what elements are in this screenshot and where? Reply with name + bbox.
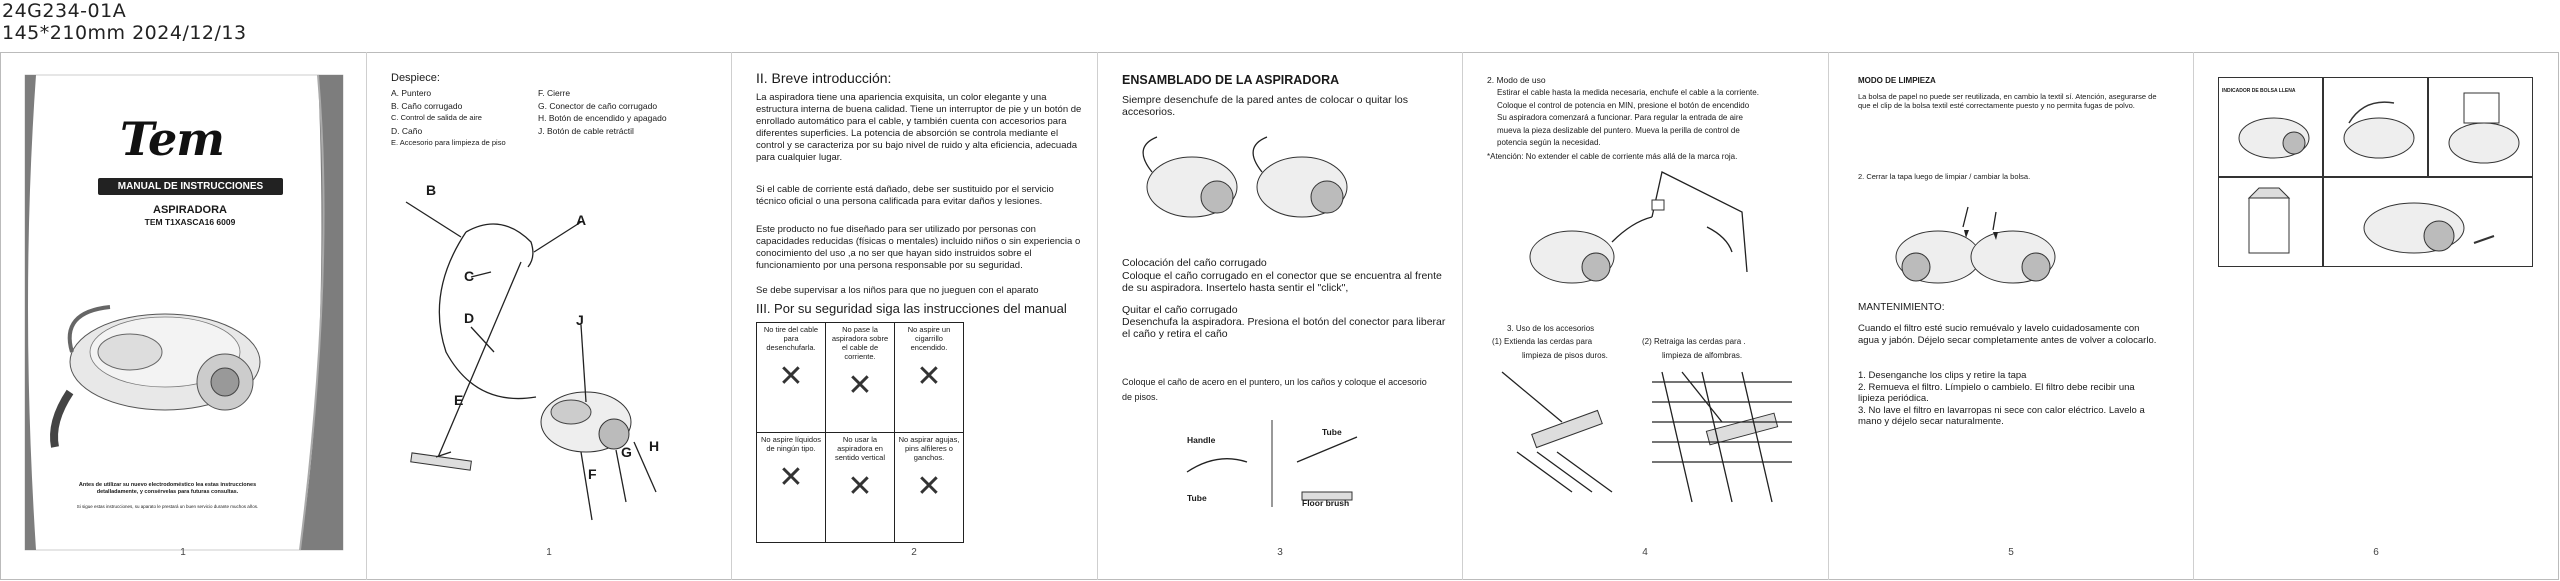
accessories-title: 3. Uso de los accesorios xyxy=(1507,324,1595,333)
print-size-date: 145*210mm 2024/12/13 xyxy=(2,22,247,44)
warning-cell: No usar la aspiradora en sentido vertical ✕ xyxy=(826,433,895,543)
accessory-2: (2) Retraiga las cerdas para . xyxy=(1642,337,1746,346)
exploded-diagram xyxy=(366,52,732,580)
label-g: G xyxy=(621,444,632,460)
usage-note: *Atención: No extender el cable de corriente más allá de la marca roja. xyxy=(1487,152,1738,161)
assembly-title: ENSAMBLADO DE LA ASPIRADORA xyxy=(1122,73,1340,87)
page-number: 2 xyxy=(911,547,917,558)
page-number: 4 xyxy=(1642,547,1648,558)
page-number: 3 xyxy=(1277,547,1283,558)
assembly-page xyxy=(1097,52,1463,580)
attach-hose-text: Coloque el caño corrugado en el conector que se encuentra al frente de su aspiradora. Insertelo hasta sentir el "click", xyxy=(1122,270,1442,294)
part-item: B. Caño corrugado xyxy=(391,100,463,111)
brush-illustrations xyxy=(1462,52,1828,580)
label-a: A xyxy=(576,212,587,228)
cover-notice: Antes de utilizar su nuevo electrodoméstico lea estas instrucciones detalladamente, y consérvelas para futuras consultas. xyxy=(78,482,257,495)
intro-page xyxy=(731,52,1097,580)
part-item: F. Cierre xyxy=(538,88,571,98)
manual-banner: MANUAL DE INSTRUCCIONES xyxy=(98,178,283,195)
label-c: C xyxy=(464,268,475,284)
part-item: G. Conector de caño corrugado xyxy=(538,100,658,111)
figure-box xyxy=(2323,177,2533,267)
warning-cell: No tire del cable para desenchufarla. ✕ xyxy=(757,323,826,433)
usage-page xyxy=(1462,52,1828,580)
warning-cell: No pase la aspiradora sobre el cable de corriente. ✕ xyxy=(826,323,895,433)
handle-label: Handle xyxy=(1187,435,1216,445)
print-code: 24G234-01A xyxy=(2,0,127,22)
label-j: J xyxy=(576,312,584,328)
intro-heading: II. Breve introducción: xyxy=(756,70,892,86)
brand-logo: Tem xyxy=(120,112,224,166)
intro-para2: Si el cable de corriente está dañado, debe ser sustituido por el servicio técnico oficial o una persona calificada para evitar daños y lesiones. xyxy=(756,184,1054,207)
maintenance-title: MANTENIMIENTO: xyxy=(1858,302,1945,313)
figure-box xyxy=(2428,77,2533,177)
remove-hose-text: Desenchufa la aspiradora. Presiona el botón del conector para liberar el caño y retira el caño xyxy=(1122,316,1446,340)
part-item: A. Puntero xyxy=(391,88,432,98)
warning-cell: No aspire un cigarrillo encendido. ✕ xyxy=(895,323,964,433)
figure-box xyxy=(2218,77,2323,177)
label-e: E xyxy=(454,392,464,408)
part-item: D. Caño xyxy=(391,125,423,136)
intro-para4: Se debe supervisar a los niños para que no jueguen con el aparato xyxy=(756,285,1039,296)
part-item: E. Accesorio para limpieza de piso xyxy=(391,138,506,147)
tube-label: Tube xyxy=(1322,427,1342,437)
cleaning-title: MODO DE LIMPIEZA xyxy=(1858,76,1936,85)
filter-figures-page xyxy=(2193,52,2559,580)
warning-cell: No aspire líquidos de ningún tipo. ✕ xyxy=(757,433,826,543)
warning-cell: No aspirar agujas, pins alfileres o ganchos. ✕ xyxy=(895,433,964,543)
remove-hose-title: Quitar el caño corrugado xyxy=(1122,304,1238,316)
label-d: D xyxy=(464,310,475,326)
cover-notice-small: Si sigue estas instrucciones, su aparato le prestará un buen servicio durante muchos años. xyxy=(76,504,259,509)
parts-title: Despiece: xyxy=(391,72,440,84)
intro-para3: Este producto no fue diseñado para ser utilizado por personas con capacidades reducidas (físicas o mentales) incluido niños o sin experiencia o conocimiento del uso ,a no ser que hayan sido instruidos sobre el funcionamiento por una persona responsable por su seguridad. xyxy=(756,224,1081,271)
cover-page xyxy=(0,52,366,580)
maintenance-para: Cuando el filtro esté sucio remuévalo y lavelo cuidadosamente con agua y jabón. Déjelo secar completamente antes de volver a colocarlo. xyxy=(1858,323,2157,346)
usage-text: Estirar el cable hasta la medida necesaria, enchufe el cable a la corriente. Coloque el control de potencia en MIN, presione el botón de encendido Su aspiradora comenzará a funcionar. Para regular la entrada de aire mueva la pieza deslizable del puntero. Mueva la perilla de control de potencia según la necesidad. xyxy=(1497,88,1759,147)
lid-illustration xyxy=(1828,52,2194,580)
cleaning-page xyxy=(1828,52,2194,580)
cleaning-para: La bolsa de papel no puede ser reutilizada, en cambio la textil sí. Atención, asegurarse de que el clip de la bolsa textil esté correctamente puesto y no permita fugas de polvo. xyxy=(1858,92,2157,110)
page-number: 1 xyxy=(546,547,552,558)
page-number: 6 xyxy=(2373,547,2379,558)
accessory-1: (1) Extienda las cerdas para xyxy=(1492,337,1593,346)
vacuum-illustration xyxy=(0,52,366,580)
model-number: TEM T1XASCA16 6009 xyxy=(144,217,236,227)
bag-indicator-label: INDICADOR DE BOLSA LLENA xyxy=(2222,88,2296,94)
label-b: B xyxy=(426,182,437,198)
maintenance-steps: 1. Desenganche los clips y retire la tapa 2. Remueva el filtro. Límpielo o cambielo. El filtro debe recibir una lipieza periódica. 3. No lave el filtro en lavarropas ni sece con calor eléctrico. Lavelo a mano y déjelo secar naturalmente. xyxy=(1858,370,2145,427)
parts-page xyxy=(366,52,732,580)
part-item: H. Botón de encendido y apagado xyxy=(538,113,667,123)
part-item: C. Control de salida de aire xyxy=(391,113,482,122)
attach-tube-text: Coloque el caño de acero en el puntero, un los caños y coloque el accesorio de pisos. xyxy=(1122,377,1427,402)
label-f: F xyxy=(588,466,597,482)
figure-box xyxy=(2323,77,2428,177)
part-item: J. Botón de cable retráctil xyxy=(538,125,634,136)
floor-brush-label: Floor brush xyxy=(1302,498,1350,508)
accessory-1b: limpieza de pisos duros. xyxy=(1522,351,1608,360)
figure-box xyxy=(2218,177,2323,267)
warning-grid xyxy=(756,322,964,543)
cleaning-step2: 2. Cerrar la tapa luego de limpiar / cambiar la bolsa. xyxy=(1858,172,2031,181)
tube-label: Tube xyxy=(1187,493,1207,503)
assembly-intro: Siempre desenchufe de la pared antes de colocar o quitar los accesorios. xyxy=(1122,94,1409,118)
product-name: ASPIRADORA xyxy=(153,204,227,216)
attach-hose-title: Colocación del caño corrugado xyxy=(1122,257,1267,269)
label-h: H xyxy=(649,438,660,454)
intro-para1: La aspiradora tiene una apariencia exquisita, un color elegante y una estructura interna de buena calidad. Tiene un interruptor de pie y un botón de enrollado automático para el cable, y también cuenta con accesorios para diferentes superficies. La potencia de absorción se controla mediante el control y se caracteriza por su bajo nivel de ruido y alta eficiencia, adecuada para cualquier lugar. xyxy=(756,92,1082,163)
usage-title: 2. Modo de uso xyxy=(1487,75,1546,85)
page-number: 5 xyxy=(2008,547,2014,558)
page-number: 1 xyxy=(180,547,186,558)
accessory-2b: limpieza de alfombras. xyxy=(1662,351,1743,360)
safety-heading: III. Por su seguridad siga las instrucciones del manual xyxy=(756,301,1067,316)
